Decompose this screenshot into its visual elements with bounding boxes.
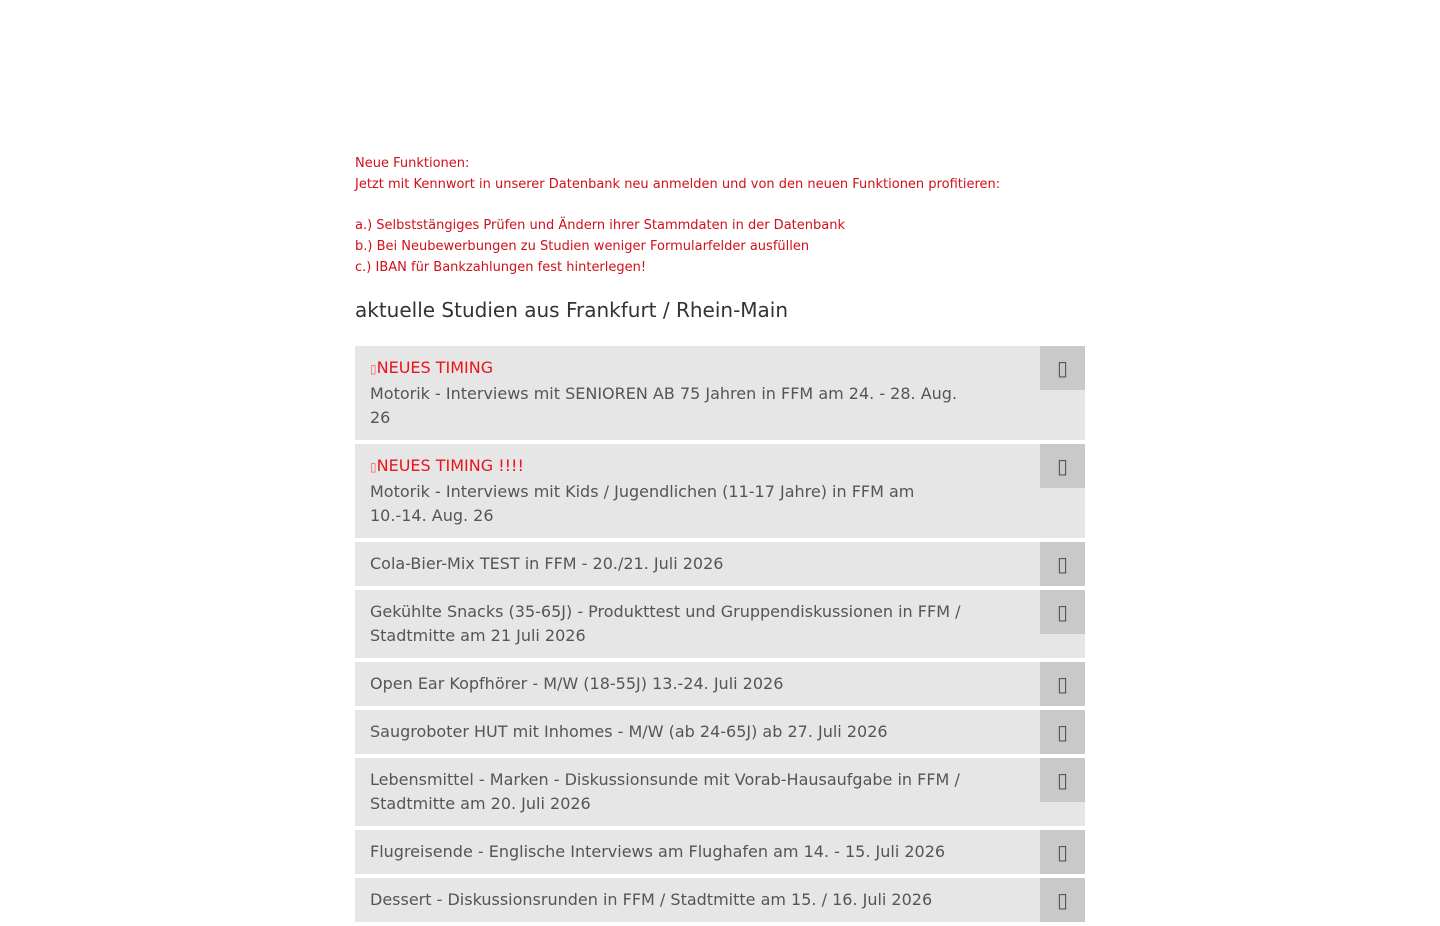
study-title: Lebensmittel - Marken - Diskussionsunde mit Vorab-Hausaufgabe in FFM / Stadtmitte am 20. Juli 2026 bbox=[370, 770, 960, 813]
study-item[interactable] bbox=[355, 590, 1085, 658]
expand-toggle-icon[interactable]: ▯ bbox=[1040, 662, 1085, 706]
expand-toggle-icon[interactable]: ▯ bbox=[1040, 542, 1085, 586]
study-item[interactable] bbox=[355, 542, 1085, 586]
study-title: Cola-Bier-Mix TEST in FFM - 20./21. Juli 2026 bbox=[370, 554, 724, 573]
new-features-notice bbox=[355, 154, 1085, 279]
notice-line: Neue Funktionen: bbox=[355, 156, 470, 171]
study-title: Open Ear Kopfhörer - M/W (18-55J) 13.-24. Juli 2026 bbox=[370, 674, 784, 693]
expand-toggle-icon[interactable]: ▯ bbox=[1040, 878, 1085, 922]
notice-line: Jetzt mit Kennwort in unserer Datenbank neu anmelden und von den neuen Funktionen profitieren: bbox=[355, 176, 1001, 192]
study-tag-label: NEUES TIMING bbox=[376, 358, 494, 377]
study-item[interactable] bbox=[355, 878, 1085, 922]
notice-line: a.) Selbststängiges Prüfen und Ändern ihrer Stammdaten in der Datenbank bbox=[355, 218, 845, 234]
study-title: Flugreisende - Englische Interviews am Flughafen am 14. - 15. Juli 2026 bbox=[370, 842, 946, 861]
tag-marker-icon: ▯ bbox=[370, 460, 377, 474]
studies-heading: aktuelle Studien aus Frankfurt / Rhein-Main bbox=[355, 298, 789, 322]
notice-line: b.) Bei Neubewerbungen zu Studien weniger Formularfelder ausfüllen bbox=[355, 239, 810, 255]
study-title: Motorik - Interviews mit Kids / Jugendlichen (11-17 Jahre) in FFM am 10.-14. Aug. 26 bbox=[370, 482, 915, 525]
expand-toggle-icon[interactable]: ▯ bbox=[1040, 590, 1085, 634]
study-item[interactable] bbox=[355, 444, 1085, 538]
expand-toggle-icon[interactable]: ▯ bbox=[1040, 830, 1085, 874]
expand-toggle-icon[interactable]: ▯ bbox=[1040, 346, 1085, 390]
studies-accordion bbox=[355, 346, 1085, 926]
expand-toggle-icon[interactable]: ▯ bbox=[1040, 444, 1085, 488]
study-title: Dessert - Diskussionsrunden in FFM / Stadtmitte am 15. / 16. Juli 2026 bbox=[370, 890, 933, 909]
study-title: Saugroboter HUT mit Inhomes - M/W (ab 24-65J) ab 27. Juli 2026 bbox=[370, 722, 888, 741]
tag-marker-icon: ▯ bbox=[370, 362, 377, 376]
study-item[interactable] bbox=[355, 830, 1085, 874]
study-title: Motorik - Interviews mit SENIOREN AB 75 Jahren in FFM am 24. - 28. Aug. 26 bbox=[370, 384, 958, 427]
notice-spacer bbox=[355, 196, 1085, 217]
expand-toggle-icon[interactable]: ▯ bbox=[1040, 758, 1085, 802]
study-item[interactable] bbox=[355, 662, 1085, 706]
study-item[interactable] bbox=[355, 758, 1085, 826]
study-tag-label: NEUES TIMING !!!! bbox=[376, 456, 524, 475]
expand-toggle-icon[interactable]: ▯ bbox=[1040, 710, 1085, 754]
study-tag bbox=[370, 356, 965, 381]
notice-line: c.) IBAN für Bankzahlungen fest hinterlegen! bbox=[355, 259, 647, 275]
study-item[interactable] bbox=[355, 346, 1085, 440]
study-title: Gekühlte Snacks (35-65J) - Produkttest und Gruppendiskussionen in FFM / Stadtmitte am 21 Juli 2026 bbox=[370, 602, 961, 645]
study-item[interactable] bbox=[355, 710, 1085, 754]
study-tag bbox=[370, 454, 965, 479]
